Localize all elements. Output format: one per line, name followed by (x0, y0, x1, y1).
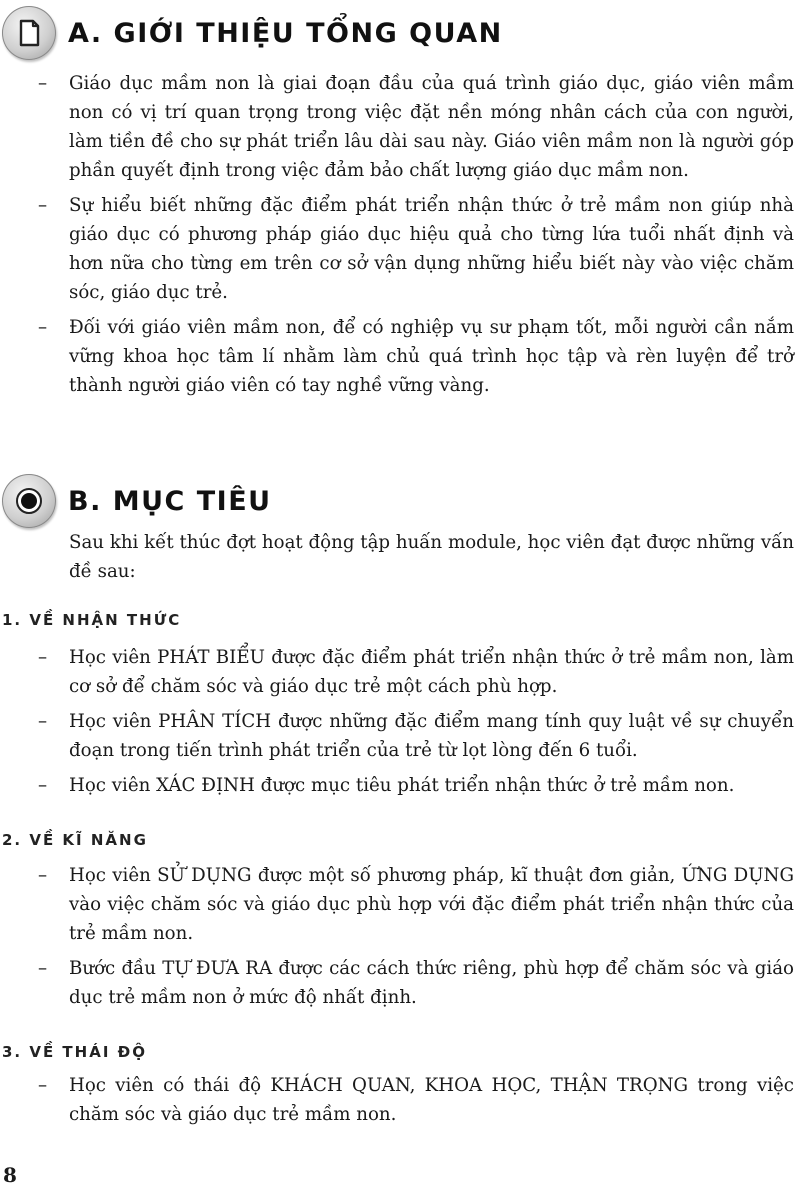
list-item-text: Đối với giáo viên mầm non, để có nghiệp vụ sư phạm tốt, mỗi người cần nắm vững khoa học tâm lí nhằm làm chủ quá trình học tập và rèn luyện để trở thành người giáo viên có tay nghề vững vàng. (69, 317, 794, 396)
section-a-heading (0, 6, 503, 60)
list-item-text: Học viên XÁC ĐỊNH được mục tiêu phát triển nhận thức ở trẻ mầm non. (69, 775, 735, 796)
dash-bullet: – (38, 1075, 48, 1096)
dash-bullet: – (38, 711, 48, 732)
subsection-heading-skills: 2. VỀ KĨ NĂNG (2, 831, 148, 849)
dash-bullet: – (38, 195, 48, 216)
target-icon (2, 474, 56, 528)
list-item (0, 191, 796, 307)
list-item (0, 954, 796, 1012)
subsection-heading-attitude: 3. VỀ THÁI ĐỘ (2, 1043, 147, 1061)
attitude-list (0, 1071, 796, 1135)
awareness-list (0, 643, 796, 806)
subsection-heading-awareness: 1. VỀ NHẬN THỨC (2, 611, 182, 629)
section-b-intro: Sau khi kết thúc đợt hoạt động tập huấn module, học viên đạt được những vấn đề sau: (69, 532, 794, 582)
list-item-text: Học viên SỬ DỤNG được một số phương pháp, kĩ thuật đơn giản, ỨNG DỤNG vào việc chăm sóc và giáo dục phù hợp với đặc điểm phát triển nhận thức của trẻ mầm non. (69, 865, 794, 944)
list-item-text: Giáo dục mầm non là giai đoạn đầu của quá trình giáo dục, giáo viên mầm non có vị trí quan trọng trong việc đặt nền móng nhân cách của con người, làm tiền đề cho sự phát triển lâu dài sau này. Giáo viên mầm non là người góp phần quyết định trong việc đảm bảo chất lượng giáo dục mầm non. (69, 73, 794, 181)
page-number: 8 (3, 1163, 17, 1187)
list-item (0, 707, 796, 765)
section-a-title: A. GIỚI THIỆU TỔNG QUAN (68, 17, 503, 49)
section-b-heading (0, 474, 272, 528)
section-a-list (0, 69, 796, 406)
list-item-text: Bước đầu TỰ ĐƯA RA được các cách thức riêng, phù hợp để chăm sóc và giáo dục trẻ mầm non ở mức độ nhất định. (69, 958, 794, 1008)
dash-bullet: – (38, 775, 48, 796)
dash-bullet: – (38, 73, 48, 94)
list-item-text: Học viên PHÁT BIỂU được đặc điểm phát triển nhận thức ở trẻ mầm non, làm cơ sở để chăm sóc và giáo dục trẻ một cách phù hợp. (69, 647, 794, 697)
section-b-title: B. MỤC TIÊU (68, 485, 272, 517)
list-item (0, 643, 796, 701)
list-item (0, 69, 796, 185)
skills-list (0, 861, 796, 1018)
list-item-text: Học viên có thái độ KHÁCH QUAN, KHOA HỌC, THẬN TRỌNG trong việc chăm sóc và giáo dục trẻ mầm non. (69, 1075, 794, 1125)
list-item (0, 1071, 796, 1129)
list-item-text: Học viên PHÂN TÍCH được những đặc điểm mang tính quy luật về sự chuyển đoạn trong tiến trình phát triển của trẻ từ lọt lòng đến 6 tuổi. (69, 711, 794, 761)
dash-bullet: – (38, 958, 48, 979)
list-item (0, 313, 796, 400)
dash-bullet: – (38, 647, 48, 668)
dash-bullet: – (38, 865, 48, 886)
list-item (0, 771, 796, 800)
list-item-text: Sự hiểu biết những đặc điểm phát triển nhận thức ở trẻ mầm non giúp nhà giáo dục có phương pháp giáo dục hiệu quả cho từng lứa tuổi nhất định và hơn nữa cho từng em trên cơ sở vận dụng những hiểu biết này vào việc chăm sóc, giáo dục trẻ. (69, 195, 794, 303)
list-item (0, 861, 796, 948)
document-icon (2, 6, 56, 60)
dash-bullet: – (38, 317, 48, 338)
